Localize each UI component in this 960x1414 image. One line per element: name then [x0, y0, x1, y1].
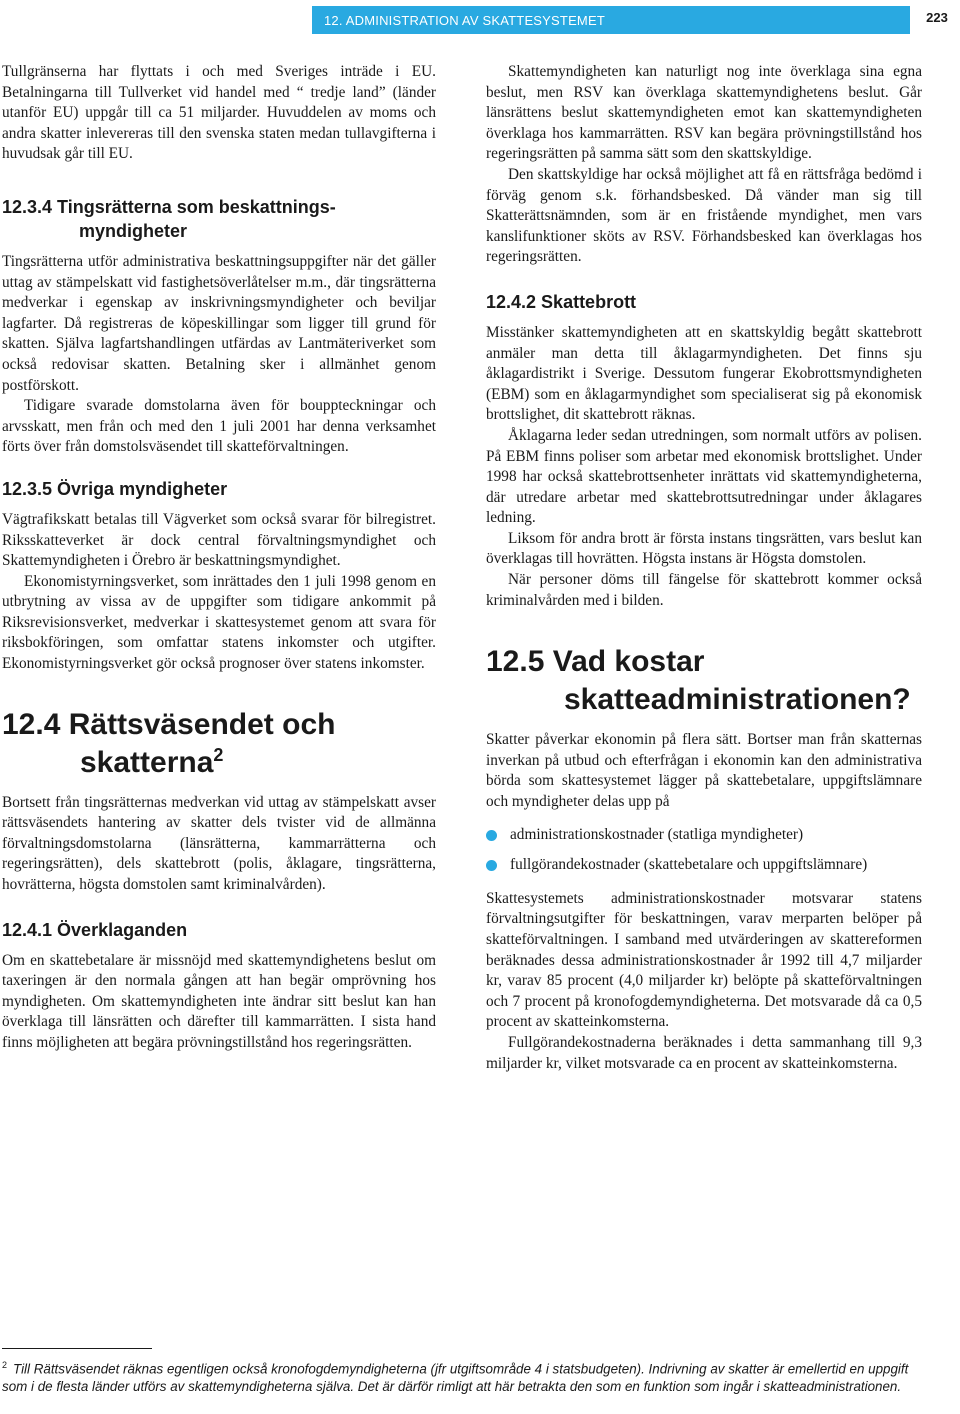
right-column — [486, 62, 922, 1074]
heading-12-4-2: 12.4.2 Skattebrott — [486, 291, 637, 312]
footnote-divider — [2, 1348, 152, 1349]
paragraph-12-4-2-b: Åklagarna leder sedan utredningen, som normalt utförs av polisen. På EBM finns poliser som arbetar med ekonomisk brottslighet. Under 1998 har också skattebrottsenheter inrättats vid skattemyndigheterna, där utredare arbetar med skattebrottsutredningar under åklagares ledning. — [486, 426, 922, 527]
left-column — [2, 62, 436, 1054]
heading-12-3-5: 12.3.5 Övriga myndigheter — [2, 478, 228, 499]
header-title: 12. ADMINISTRATION AV SKATTESYSTEMET — [324, 13, 605, 28]
list-item-text: administrationskostnader (statliga myndigheter) — [510, 825, 804, 843]
list-item-text: fullgörandekostnader (skattebetalare och uppgiftslämnare) — [510, 856, 868, 874]
paragraph-appeals-b: Den skattskyldige har också möjlighet att få en rättsfråga bedömd i förväg genom s.k. förhandsbesked. Då vänder man sig till Skatterättsnämnden, som är en fristående myndighet, men vars kanslifunktioner sköts av RSV. Förhandsbesked kan överklagas hos regeringsrätten. — [486, 165, 922, 266]
paragraph-12-4-2-a: Misstänker skattemyndigheten att en skattskyldig begått skattebrott anmäler man detta till åklagarmyndigheten. Det finns sju åklagardistrikt i Sverige. Dessutom fungerar Ekobrottsmyndigheten (EBM) som en åklagarmyndighet som specialiserat sig på ekonomisk brottslighet, dit skattebrott räknas. — [486, 323, 922, 424]
paragraph-12-4: Bortsett från tingsrätternas medverkan vid uttag av stämpelskatt avser rättsväsendets hantering av skatter dels tvister vid de allmänna förvaltningsdomstolarna (länsrätterna, kammarrätterna och regeringsrätten), dels skattebrott (polis, åklagare, tingsrätterna, hovrätterna, högsta domstolen samt kriminalvården). — [2, 793, 436, 894]
heading-12-4-1: 12.4.1 Överklaganden — [2, 919, 188, 940]
paragraph-appeals-a: Skattemyndigheten kan naturligt nog inte överklaga sina egna beslut, men RSV kan överklaga skattemyndighetens beslut. Går länsrättens beslut skattemyndigheten emot kan skattemyndigheten överklaga hos kammarrätten. RSV kan begära prövningstillstånd hos regeringsrätten på samma sätt som den skattskyldige. — [486, 63, 922, 163]
paragraph-12-3-4-a: Tingsrätterna utför administrativa beskattningsuppgifter när det gäller uttag av stämpelskatt vid fastighetsöverlåtelser m.m., där tingsrätterna medverkar i egenskap av inskrivningsmyndigheter och beviljar lagfarter. Då registreras de köpeskillingar som ligger till grund för skatten. Själva lagfartshandlingen utfärdas av Lantmäteriverket som också redovisar skatten. Betalning sker i allmänhet genom postförskott. — [2, 252, 436, 394]
paragraph-12-3-5-a: Vägtrafikskatt betalas till Vägverket som också svarar för bilregistret. Riksskatteverket är dock central förvaltningsmyndighet och Skattemyndigheten i Örebro är beskattningsmyndighet. — [2, 510, 436, 570]
paragraph-12-4-2-c: Liksom för andra brott är första instans tingsrätten, vars beslut kan överklagas till hovrätten. Högsta instans är Högsta domstolen. — [486, 529, 922, 568]
list-item — [486, 825, 922, 846]
footnote — [2, 1357, 922, 1396]
list-item — [486, 855, 922, 876]
paragraph-12-4-1: Om en skattebetalare är missnöjd med skattemyndighetens beslut om taxeringen är den normala gången att han begär omprövning hos myndigheten. Om skattemyndigheten inte ändrar sitt beslut kan han överklaga till länsrätten och därefter till kammarrätten. I sista hand finns möjligheten att begära prövningstillstånd hos regeringsrätten. — [2, 951, 436, 1051]
heading-12-5: 12.5 Vad kostar skatteadministrationen? — [486, 645, 911, 717]
paragraph-12-3-5-b: Ekonomistyrningsverket, som inrättades den 1 juli 1998 genom en utbrytning av vissa av de uppgifter som tidigare ankommit på Riksrevisionsverket, medverkar i skattesystemet genom att svara för riksbokföringen, som omfattar statens inkomster och utgifter. Ekonomistyrningsverket gör också prognoser över statens inkomster. — [2, 572, 436, 673]
footnote-text: Till Rättsväsendet räknas egentligen också kronofogdemyndigheterna (jfr utgiftsområde 4 i statsbudgeten). Indrivning av skatter är emellertid en uppgift som i de flesta länder utförs av skattemyndigheterna själva. Det är därför rimligt att här betrakta den som en funktion som ingår i skatteadministrationen. — [2, 1361, 909, 1395]
intro-paragraph: Tullgränserna har flyttats i och med Sveriges inträde i EU. Betalningarna till Tullverket vid handel med “ tredje land” (länder utanför EU) uppgår till ca 51 miljarder. Huvuddelen av moms och andra skatter inlevereras till den svenska staten medan tullavgifterna i huvudsak går till EU. — [2, 63, 436, 163]
paragraph-12-3-4-b: Tidigare svarade domstolarna även för bouppteckningar och arvsskatt, men från och med den 1 juli 2001 har denna verksamhet förts över från domstolsväsendet till skatteförvaltningen. — [2, 397, 436, 456]
cost-type-list — [486, 825, 922, 876]
heading-12-3-4: 12.3.4 Tingsrätterna som beskattnings-myndigheter — [2, 196, 336, 241]
paragraph-12-5-a: Skatter påverkar ekonomin på flera sätt. Bortser man från skatternas inverkan på utbud och efterfrågan i ekonomin kan den administrativa börda som skattesystemet lägger på skattebetalare, uppgiftslämnare och myndigheter delas upp på — [486, 731, 922, 811]
paragraph-12-5-c: Fullgörandekostnaderna beräknades i detta sammanhang till 9,3 miljarder kr, vilket motsvarade ca en procent av skatteinkomsterna. — [486, 1033, 922, 1072]
header-bar — [312, 6, 910, 34]
bullet-icon — [486, 830, 497, 841]
bullet-icon — [486, 860, 497, 871]
page-number: 223 — [926, 10, 948, 25]
heading-12-4 — [2, 706, 436, 782]
footnote-ref: 2 — [213, 744, 224, 765]
paragraph-12-5-b: Skattesystemets administrationskostnader motsvarar statens förvaltningsutgifter för beskattningen, varav merparten belöper på skatteförvaltningen. I samband med utvärderingen av skattereformen beräknades dessa administrationskostnader år 1992 till 4,7 miljarder kr, varav 85 procent (4,0 miljarder kr) belöpte på skatteförvaltningen och 7 procent på kronofogdemyndigheterna. Det motsvarade då ca 0,5 procent av skatteinkomsterna. — [486, 889, 922, 1031]
heading-12-4-text: 12.4 Rättsväsendet och skatterna — [2, 707, 336, 779]
paragraph-12-4-2-d: När personer döms till fängelse för skattebrott kommer också kriminalvården med i bilden. — [486, 571, 922, 609]
footnote-mark: 2 — [2, 1360, 8, 1370]
